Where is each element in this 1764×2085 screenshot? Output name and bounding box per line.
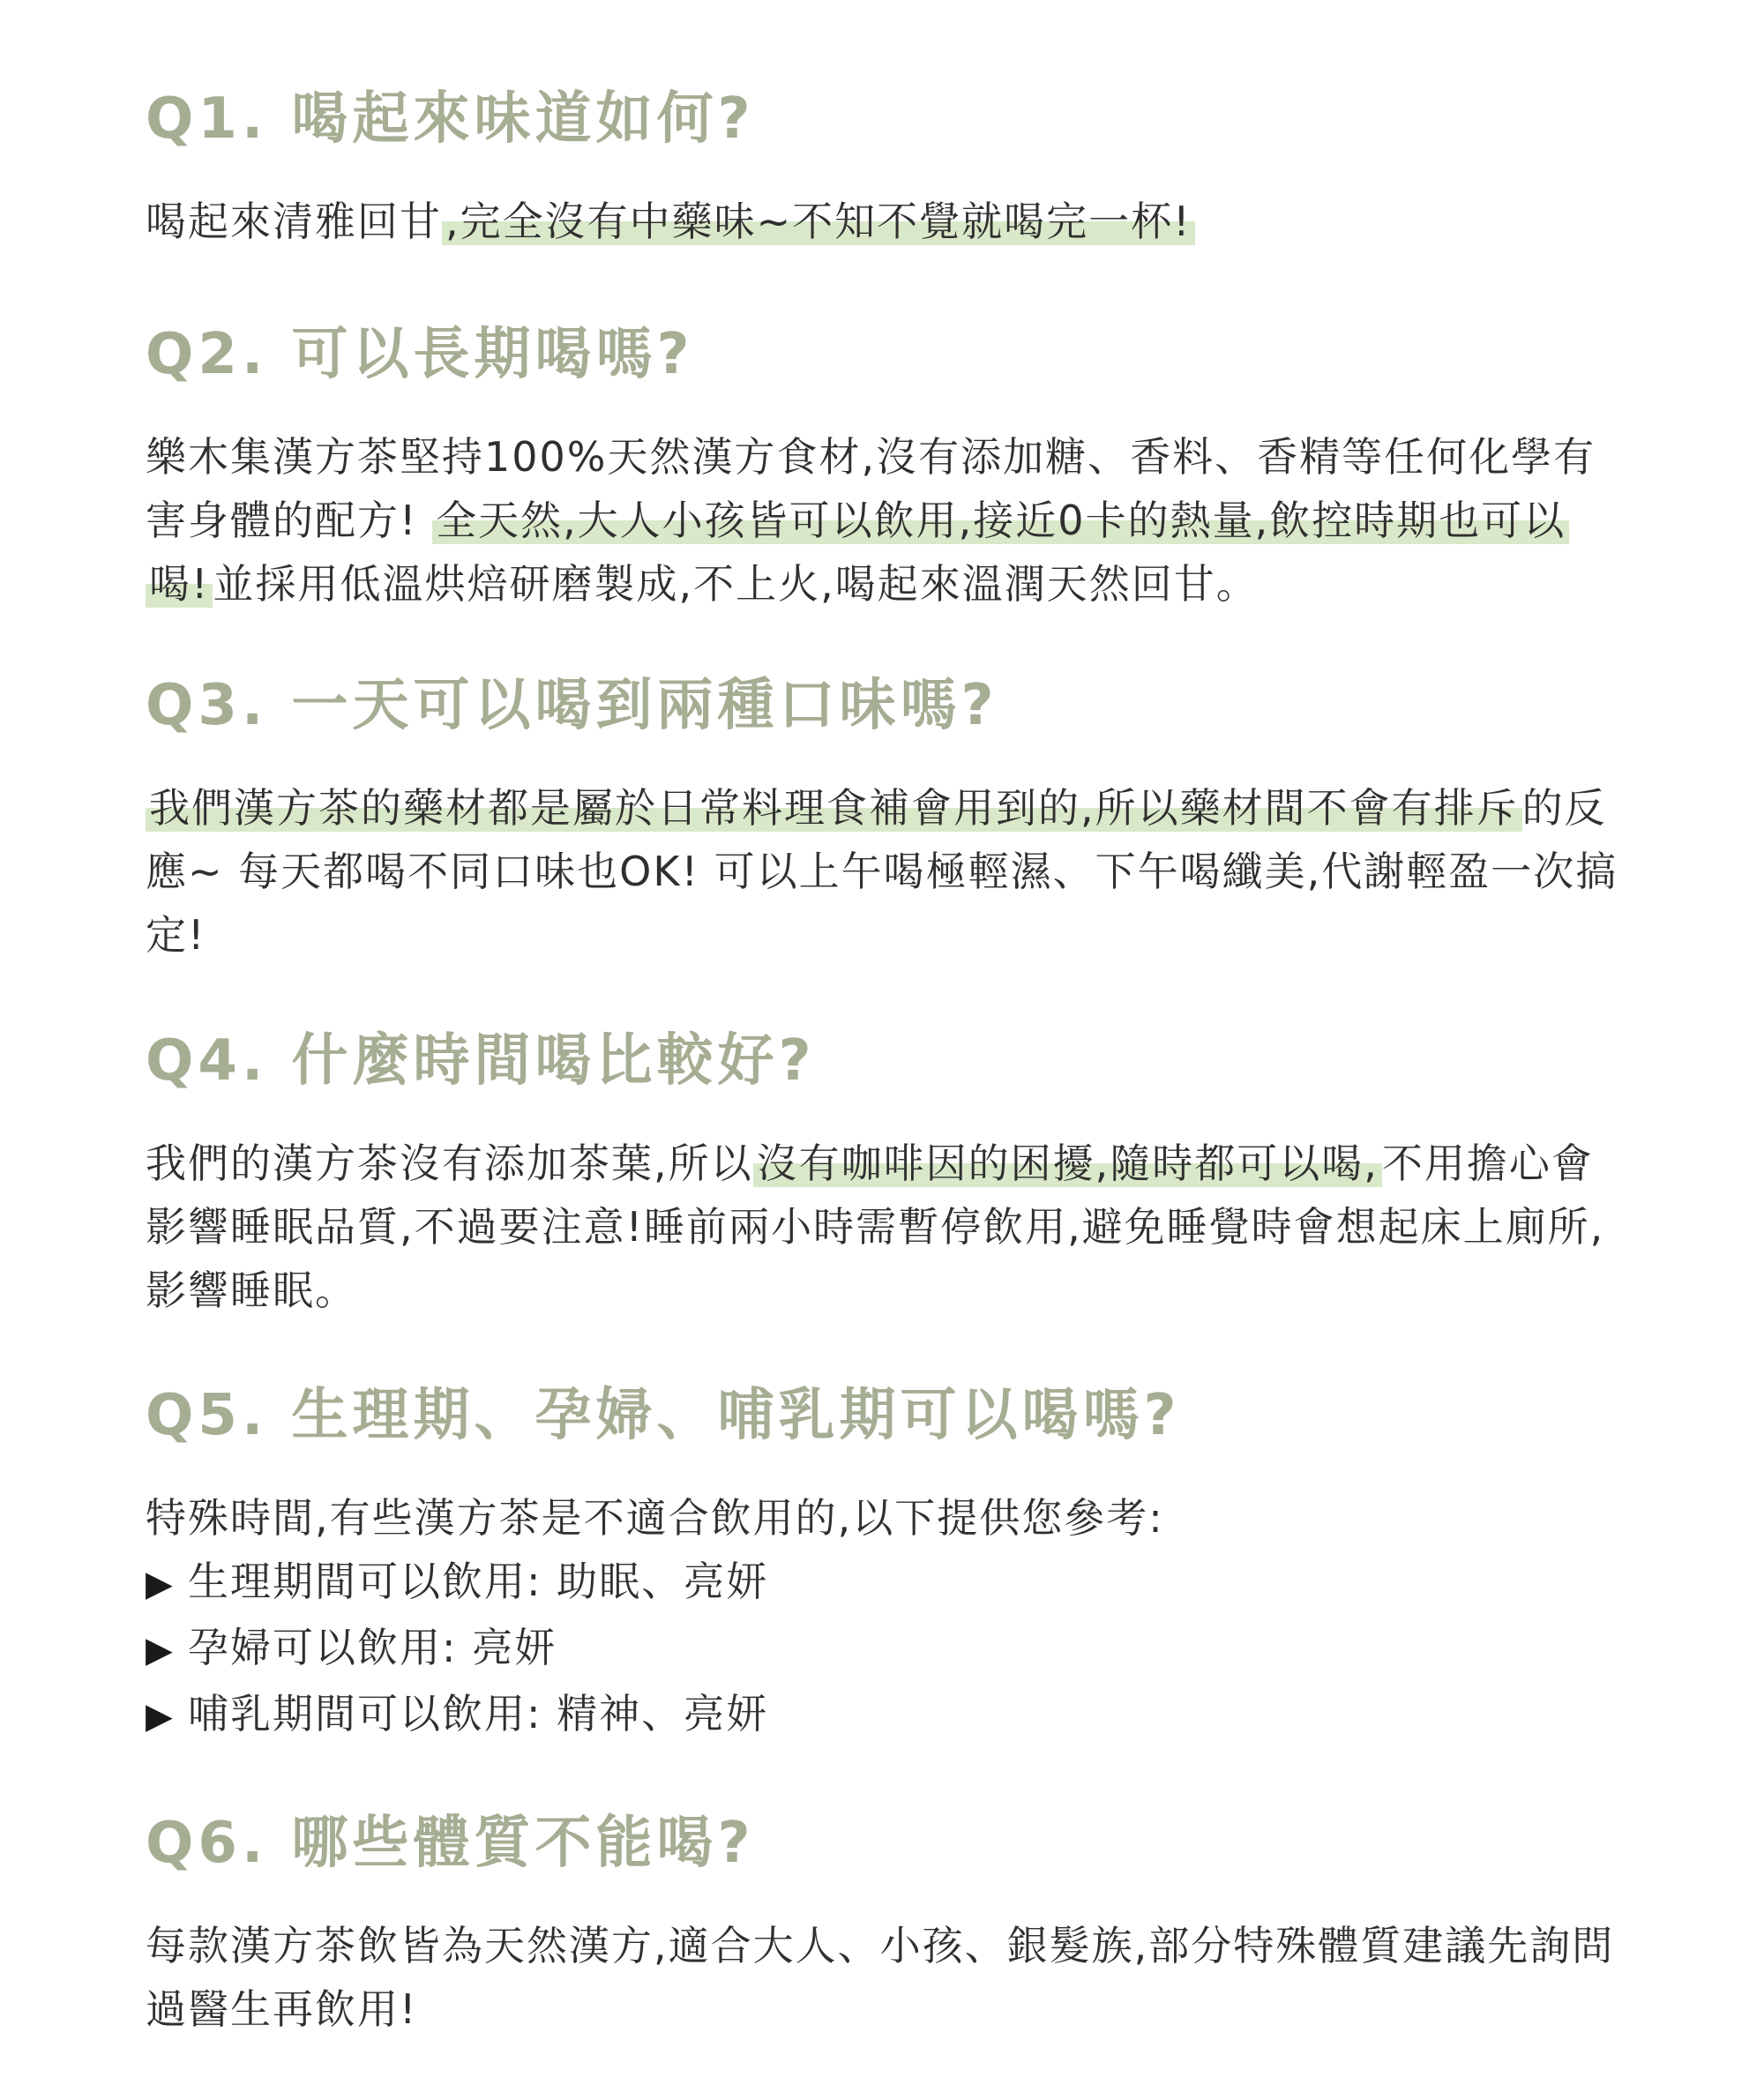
faq-q3-answer-text: 的反應~ 每天都喝不同口味也OK! 可以上午喝極輕濕、下午喝纖美,代謝輕盈一次搞定!: [146, 784, 1618, 959]
faq-q6-title: Q6. 哪些體質不能喝?: [146, 1811, 755, 1876]
faq-q4-answer-highlight: 沒有咖啡因的困擾,隨時都可以喝,: [753, 1140, 1382, 1187]
faq-q4-title: Q4. 什麼時間喝比較好?: [146, 1028, 816, 1094]
list-item: [146, 1682, 1627, 1748]
faq-q2-answer-text: 樂木集漢方茶堅持100%天然漢方食材,沒有添加糖、香料、香精等任何化學有害身體的配方!: [146, 433, 1596, 544]
faq-q3-title: Q3. 一天可以喝到兩種口味嗎?: [146, 673, 998, 738]
faq-q2-answer-text-end: 並採用低溫烘焙研磨製成,不上火,喝起來溫潤天然回甘。: [213, 560, 1259, 608]
faq-q4-answer-text: 我們的漢方茶沒有添加茶葉,所以: [146, 1140, 753, 1187]
faq-q3-answer-highlight: 我們漢方茶的藥材都是屬於日常料理食補會用到的,所以藥材間不會有排斥: [146, 784, 1522, 832]
faq-q5-answer: [146, 1486, 1627, 1748]
faq-q2-answer-highlight: 全天然,大人小孩皆可以飲用,接近0卡的熱量,飲控時期也可以喝!: [146, 497, 1569, 608]
faq-q1-answer-text: 喝起來清雅回甘: [146, 198, 442, 245]
faq-q4: [146, 1026, 1627, 1322]
list-item-text: 孕婦可以飲用: 亮妍: [188, 1624, 557, 1671]
play-arrow-icon: ▶: [146, 1564, 175, 1604]
faq-q5-title: Q5. 生理期、孕婦、哺乳期可以喝嗎?: [146, 1383, 1181, 1448]
faq-q5-intro: 特殊時間,有些漢方茶是不適合飲用的,以下提供您參考:: [146, 1494, 1164, 1542]
faq-q6-answer: [146, 1914, 1627, 2041]
faq-q5: [146, 1380, 1627, 1748]
list-item-text: 生理期間可以飲用: 助眠、亮妍: [188, 1558, 769, 1605]
faq-q3-answer: [146, 776, 1627, 967]
play-arrow-icon: ▶: [146, 1696, 175, 1737]
faq-q1-answer: [146, 190, 1627, 253]
faq-q1-answer-highlight: ,完全沒有中藥味~不知不覺就喝完一杯!: [442, 198, 1195, 245]
list-item-text: 哺乳期間可以飲用: 精神、亮妍: [188, 1690, 769, 1738]
list-item: [146, 1550, 1627, 1616]
faq-q2: [146, 319, 1627, 616]
faq-q6-answer-text: 每款漢方茶飲皆為天然漢方,適合大人、小孩、銀髮族,部分特殊體質建議先詢問過醫生再飲用!: [146, 1922, 1615, 2033]
faq-q1-title: Q1. 喝起來味道如何?: [146, 86, 755, 152]
faq-q4-answer: [146, 1132, 1627, 1322]
faq-q2-answer: [146, 425, 1627, 616]
faq-q3: [146, 670, 1627, 967]
play-arrow-icon: ▶: [146, 1630, 175, 1670]
list-item: [146, 1616, 1627, 1682]
faq-q2-title: Q2. 可以長期喝嗎?: [146, 322, 694, 387]
faq-q4-answer-text-end: 不用擔心會影響睡眠品質,不過要注意!睡前兩小時需暫停飲用,避免睡覺時會想起床上廁所,影響睡眠。: [146, 1140, 1605, 1314]
faq-q6: [146, 1808, 1627, 2041]
faq-q1: [146, 84, 1627, 253]
